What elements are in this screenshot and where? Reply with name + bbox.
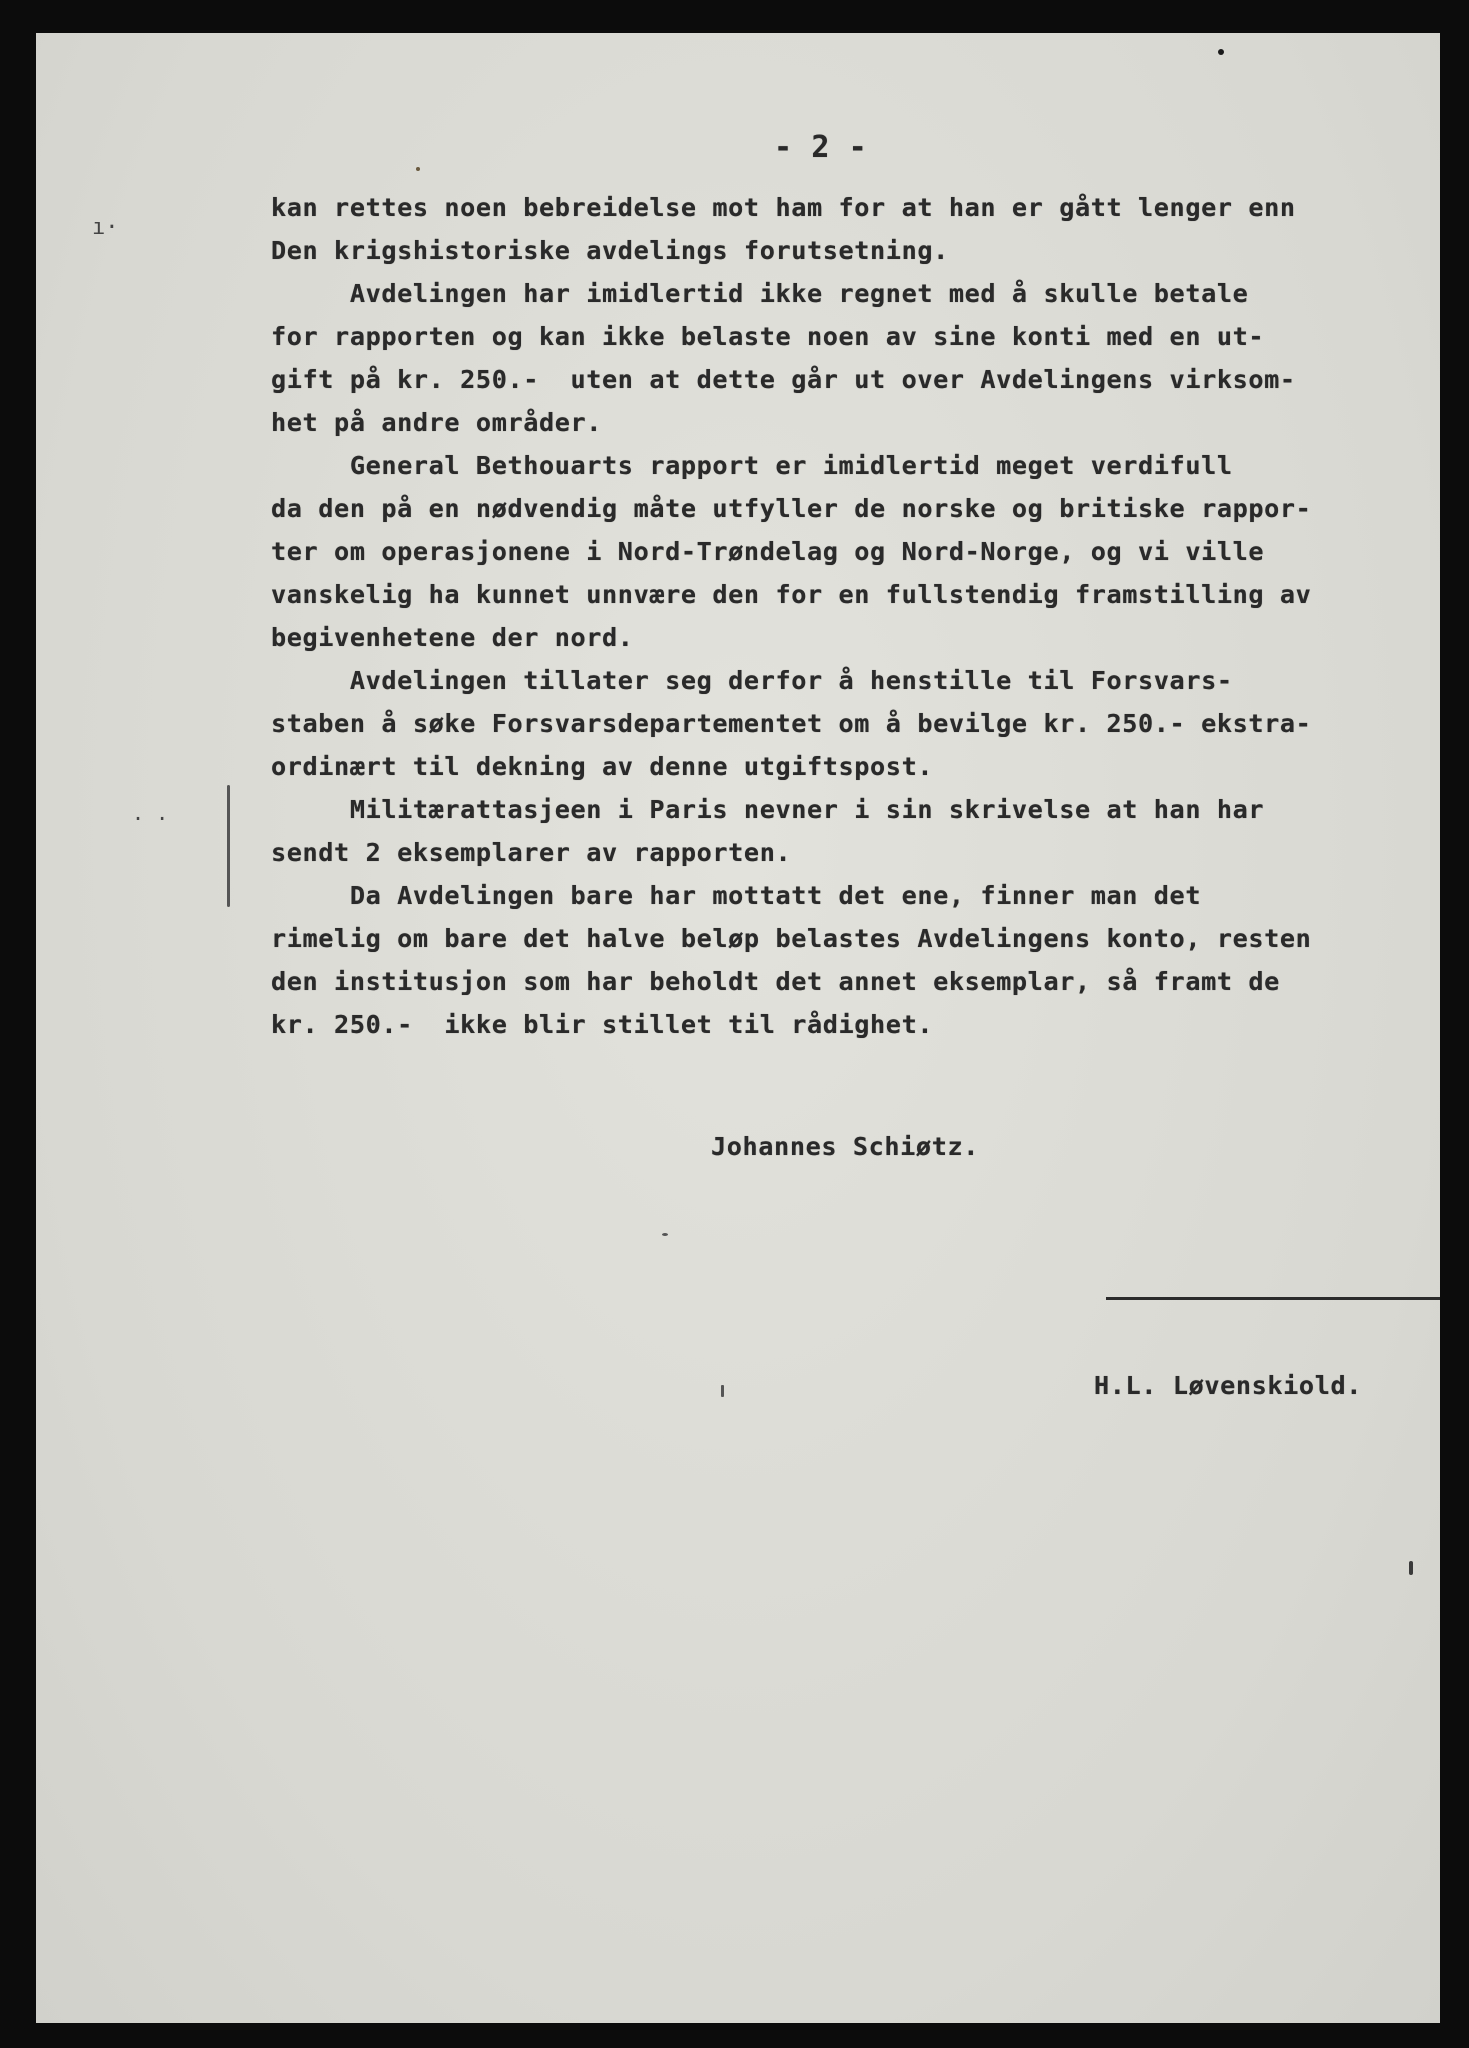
text-line: ordinært til dekning av denne utgiftspost. [271,752,934,781]
paper-speck [721,1385,724,1397]
text-line: da den på en nødvendig måte utfyller de norske og britiske rappor- [271,494,1312,523]
margin-mark: ı· [92,215,119,240]
text-line: General Bethouarts rapport er imidlertid meget verdifull [271,451,1233,480]
text-line: kan rettes noen bebreidelse mot ham for at han er gått lenger enn [271,193,1296,222]
page-number: - 2 - [774,130,868,165]
text-line: ter om operasjonene i Nord-Trøndelag og Nord-Norge, og vi ville [271,537,1265,566]
text-line: Avdelingen har imidlertid ikke regnet med å skulle betale [271,279,1249,308]
text-line: Den krigshistoriske avdelings forutsetning. [271,236,949,265]
text-line: rimelig om bare det halve beløp belastes Avdelingens konto, resten [271,924,1312,953]
paper-speck [1409,1561,1413,1575]
margin-bracket [227,785,230,907]
text-line: Avdelingen tillater seg derfor å henstille til Forsvars- [271,666,1233,695]
margin-mark: . . [132,801,169,825]
text-line: sendt 2 eksemplarer av rapporten. [271,838,792,867]
text-line: staben å søke Forsvarsdepartementet om å bevilge kr. 250.- ekstra- [271,709,1312,738]
text-line: Da Avdelingen bare har mottatt det ene, finner man det [271,881,1202,910]
text-line: het på andre områder. [271,408,603,437]
signature-schiotz: Johannes Schiøtz. [711,1132,979,1161]
document-page [36,33,1440,2023]
bleed-through [96,733,147,857]
text-line: kr. 250.- ikke blir stillet til rådighet. [271,1010,934,1039]
text-line: Militærattasjeen i Paris nevner i sin skrivelse at han har [271,795,1265,824]
text-line: gift på kr. 250.- uten at dette går ut over Avdelingens virksom- [271,365,1296,394]
paper-speck [416,167,420,171]
text-line: den institusjon som har beholdt det annet eksemplar, så framt de [271,967,1280,996]
paper-speck [662,1233,668,1236]
text-line: begivenhetene der nord. [271,623,634,652]
signature-rule [1106,1297,1440,1300]
text-line: for rapporten og kan ikke belaste noen av sine konti med en ut- [271,322,1265,351]
text-line: vanskelig ha kunnet unnvære den for en fullstendig framstilling av [271,580,1312,609]
paper-speck [1218,49,1224,55]
signature-lovenskiold: H.L. Løvenskiold. [1094,1371,1362,1400]
